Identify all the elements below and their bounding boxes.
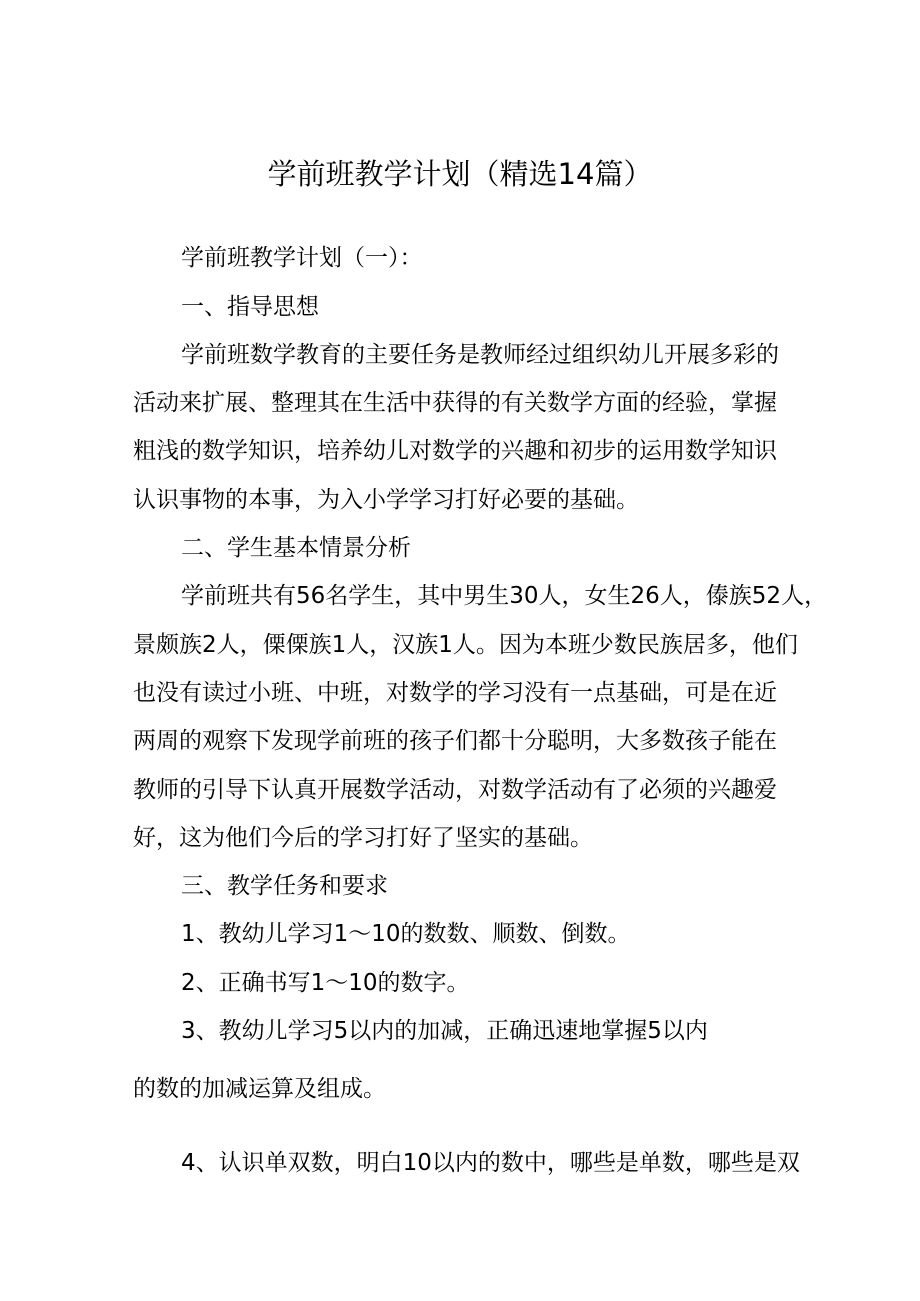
section-heading-tasks-requirements: 三、教学任务和要求: [181, 873, 388, 899]
section-heading-student-analysis: 二、学生基本情景分析: [181, 535, 411, 561]
paragraph-line: 也没有读过小班、中班，对数学的学习没有一点基础，可是在近: [133, 680, 777, 706]
paragraph-line: 好，这为他们今后的学习打好了坚实的基础。: [133, 825, 593, 851]
list-item-continuation: 的数的加减运算及组成。: [133, 1076, 386, 1102]
paragraph-line: 认识事物的本事，为入小学学习打好必要的基础。: [133, 487, 639, 513]
list-item: 3、教幼儿学习5以内的加减，正确迅速地掌握5以内: [181, 1018, 708, 1044]
list-item: 2、正确书写1～10的数字。: [181, 970, 470, 996]
paragraph-line: 学前班共有56名学生，其中男生30人，女生26人，傣族52人，: [181, 583, 828, 609]
list-item: 1、教幼儿学习1～10的数数、顺数、倒数。: [181, 921, 631, 947]
section-heading-guiding-ideology: 一、指导思想: [181, 294, 319, 320]
paragraph-line: 学前班数学教育的主要任务是教师经过组织幼儿开展多彩的: [181, 342, 779, 368]
list-item: 4、认识单双数，明白10以内的数中，哪些是单数，哪些是双: [181, 1150, 800, 1176]
section-heading-plan-one: 学前班教学计划（一）：: [181, 245, 423, 271]
document-title: 学前班教学计划（精选14篇）: [267, 157, 653, 191]
paragraph-line: 活动来扩展、整理其在生活中获得的有关数学方面的经验，掌握: [133, 390, 777, 416]
paragraph-line: 两周的观察下发现学前班的孩子们都十分聪明，大多数孩子能在: [133, 728, 777, 754]
paragraph-line: 景颇族2人，傈傈族1人，汉族1人。因为本班少数民族居多，他们: [133, 632, 798, 658]
paragraph-line: 教师的引导下认真开展数学活动，对数学活动有了必须的兴趣爱: [133, 777, 777, 803]
paragraph-line: 粗浅的数学知识，培养幼儿对数学的兴趣和初步的运用数学知识: [133, 438, 777, 464]
